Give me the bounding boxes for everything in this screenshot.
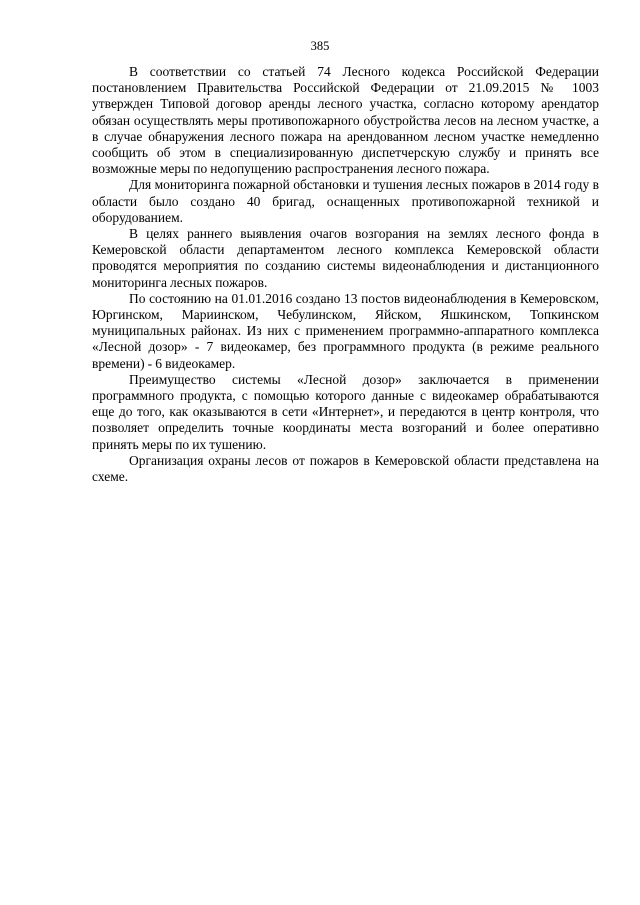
paragraph-scheme-reference: Организация охраны лесов от пожаров в Кемеровской области представлена на схеме.: [92, 452, 599, 485]
document-body: [92, 64, 599, 485]
paragraph-video-monitoring: В целях раннего выявления очагов возгорания на землях лесного фонда в Кемеровской области департаментом лесного комплекса Кемеровской области проводятся мероприятия по созданию системы видеонаблюдения и дистанционного мониторинга лесных пожаров.: [92, 226, 599, 290]
paragraph-lease-agreement: В соответствии со статьей 74 Лесного кодекса Российской Федерации постановлением Правительства Российской Федерации от 21.09.2015 № 1003 утвержден Типовой договор аренды лесного участка, согласно которому арендатор обязан осуществлять меры противопожарного обустройства лесов на лесном участке, а в случае обнаружения лесного пожара на арендованном лесном участке немедленно сообщить об этом в специализированную диспетчерскую службу и принять все возможные меры по недопущению распространения лесного пожара.: [92, 64, 599, 177]
paragraph-fire-brigades: Для мониторинга пожарной обстановки и тушения лесных пожаров в 2014 году в области было создано 40 бригад, оснащенных противопожарной техникой и оборудованием.: [92, 177, 599, 225]
page-number: 385: [310, 39, 330, 53]
paragraph-forest-watch-advantage: Преимущество системы «Лесной дозор» заключается в применении программного продукта, с помощью которого данные с видеокамер обрабатываются еще до того, как оказываются в сети «Интернет», и передаются в центр контроля, что позволяет определить точные координаты места возгораний и более оперативно принять меры по их тушению.: [92, 371, 599, 452]
paragraph-video-posts: По состоянию на 01.01.2016 создано 13 постов видеонаблюдения в Кемеровском, Юргинском, Мариинском, Чебулинском, Яйском, Яшкинском, Топкинском муниципальных районах. Из них с применением программно-аппаратного комплекса «Лесной дозор» - 7 видеокамер, без программного продукта (в режиме реального времени) - 6 видеокамер.: [92, 290, 599, 371]
